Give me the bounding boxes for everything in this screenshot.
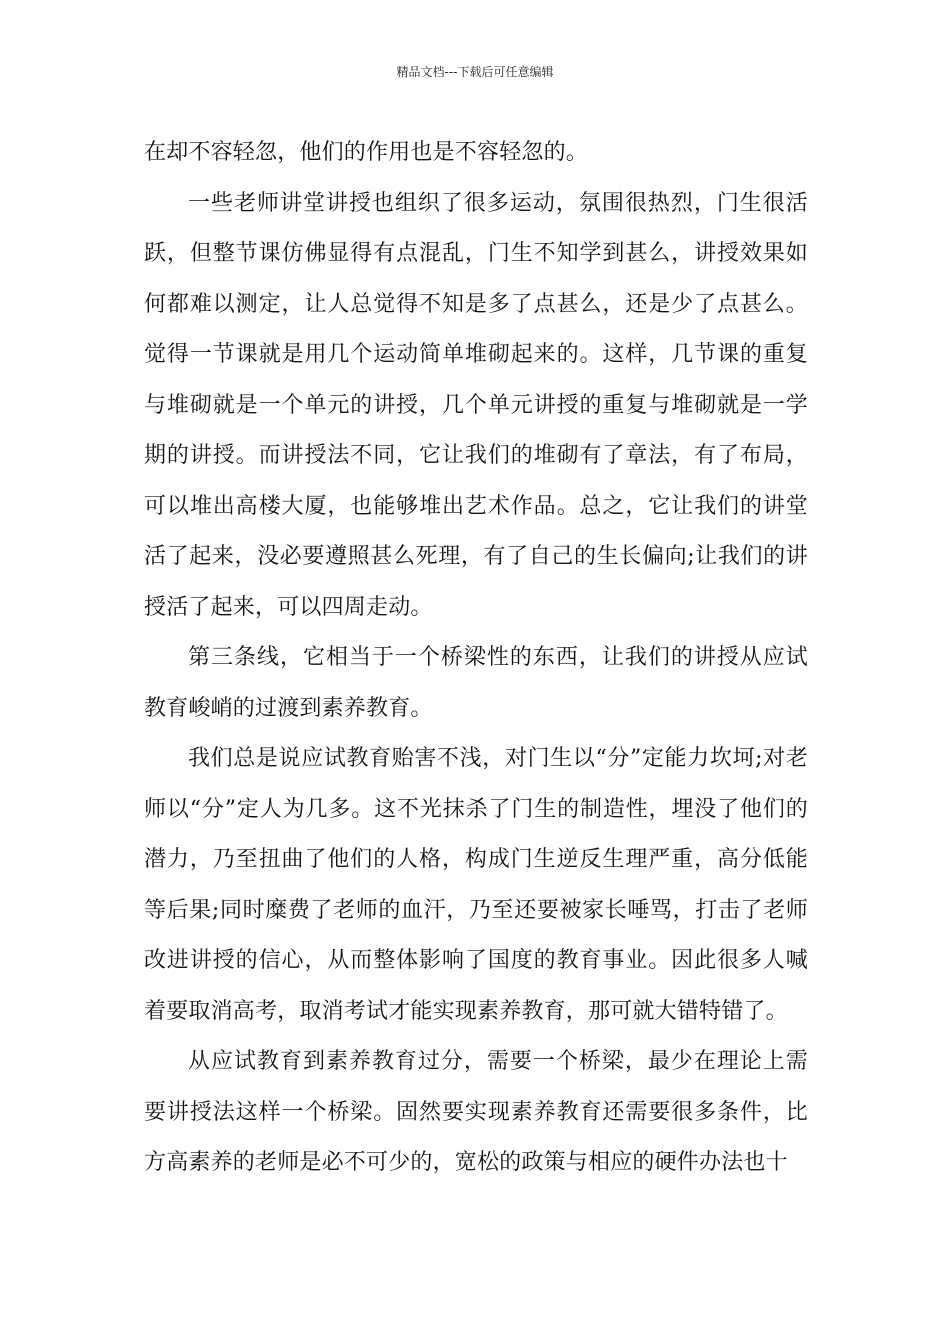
paragraph-teaching-activities: 一些老师讲堂讲授也组织了很多运动，氛围很热烈，门生很活跃，但整节课仿佛显得有点混乱，门生不知学到甚么，讲授效果如何都难以测定，让人总觉得不知是多了点甚么，还是少了点甚么。觉得一节课就是用几个运动简单堆砌起来的。这样，几节课的重复与堆砌就是一个单元的讲授，几个单元讲授的重复与堆砌就是一学期的讲授。而讲授法不同，它让我们的堆砌有了章法，有了布局，可以堆出高楼大厦，也能够堆出艺术作品。总之，它让我们的讲堂活了起来，没必要遵照甚么死理，有了自己的生长偏向;让我们的讲授活了起来，可以四周走动。 [144,190,808,620]
paragraph-continuation: 在却不容轻忽，他们的作用也是不容轻忽的。 [144,140,589,165]
page-header: 精品文档---下载后可任意编辑 [396,65,554,79]
paragraph-exam-education: 我们总是说应试教育贻害不浅，对门生以“分”定能力坎坷;对老师以“分”定人为几多。这不光抹杀了门生的制造性，埋没了他们的潜力，乃至扭曲了他们的人格，构成门生逆反生理严重，高分低能等后果;同时糜费了老师的血汗，乃至还要被家长唾骂，打击了老师改进讲授的信心，从而整体影响了国度的教育事业。因此很多人喊着要取消高考，取消考试才能实现素养教育，那可就大错特错了。 [144,746,808,1024]
document-body [144,128,808,1189]
paragraph-bridge: 从应试教育到素养教育过分，需要一个桥梁，最少在理论上需要讲授法这样一个桥梁。固然要实现素养教育还需要很多条件，比方高素养的老师是必不可少的，宽松的政策与相应的硬件办法也十 [144,1049,808,1175]
paragraph-third-line: 第三条线，它相当于一个桥梁性的东西，让我们的讲授从应试教育峻峭的过渡到素养教育。 [144,645,808,721]
